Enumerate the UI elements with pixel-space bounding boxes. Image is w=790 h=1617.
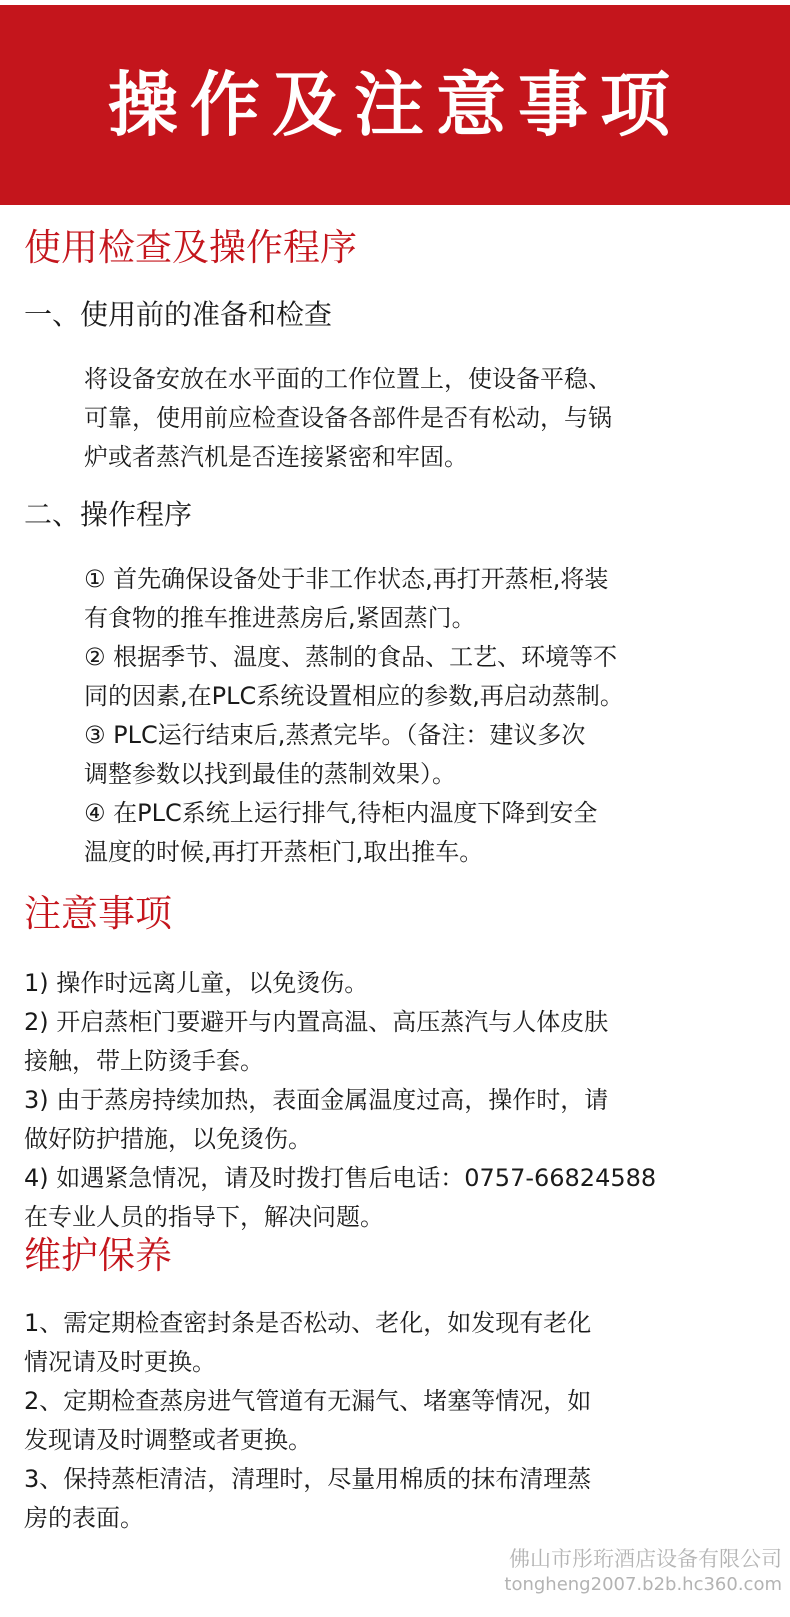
note-line: 3) 由于蒸房持续加热，表面金属温度过高，操作时，请 xyxy=(24,1086,609,1114)
usage-section-heading: 使用检查及操作程序 xyxy=(24,226,357,269)
procedure-line: 温度的时候,再打开蒸柜门,取出推车。 xyxy=(84,838,484,866)
procedure-line: 调整参数以找到最佳的蒸制效果）。 xyxy=(84,760,456,788)
note-line: 接触，带上防烫手套。 xyxy=(24,1047,264,1075)
maintenance-line: 发现请及时调整或者更换。 xyxy=(24,1426,312,1454)
procedure-paragraph xyxy=(84,560,744,872)
procedure-heading: 二、操作程序 xyxy=(24,498,193,531)
note-line: 在专业人员的指导下，解决问题。 xyxy=(24,1203,384,1231)
notes-section-heading: 注意事项 xyxy=(24,892,172,935)
note-line: 4) 如遇紧急情况，请及时拨打售后电话：0757-66824588 xyxy=(24,1164,657,1192)
procedure-line: ③ PLC运行结束后,蒸煮完毕。（备注：建议多次 xyxy=(84,721,586,749)
preparation-heading: 一、使用前的准备和检查 xyxy=(24,298,333,331)
preparation-paragraph xyxy=(84,360,744,477)
maintenance-line: 房的表面。 xyxy=(24,1504,144,1532)
maintenance-line: 情况请及时更换。 xyxy=(24,1348,216,1376)
maintenance-section-heading: 维护保养 xyxy=(24,1234,172,1277)
maintenance-line: 2、定期检查蒸房进气管道有无漏气、堵塞等情况，如 xyxy=(24,1387,592,1415)
procedure-line: ① 首先确保设备处于非工作状态,再打开蒸柜,将装 xyxy=(84,565,609,593)
procedure-line: ④ 在PLC系统上运行排气,待柜内温度下降到安全 xyxy=(84,799,598,827)
procedure-line: ② 根据季节、温度、蒸制的食品、工艺、环境等不 xyxy=(84,643,618,671)
note-line: 做好防护措施，以免烫伤。 xyxy=(24,1125,312,1153)
page-title: 操作及注意事项 xyxy=(108,64,682,146)
paragraph-line: 可靠，使用前应检查设备各部件是否有松动，与锅 xyxy=(84,404,612,432)
footer-company: 佛山市彤珩酒店设备有限公司 xyxy=(509,1547,782,1571)
paragraph-line: 炉或者蒸汽机是否连接紧密和牢固。 xyxy=(84,443,468,471)
maintenance-paragraph xyxy=(24,1304,784,1538)
note-line: 1) 操作时远离儿童，以免烫伤。 xyxy=(24,969,369,997)
paragraph-line: 将设备安放在水平面的工作位置上，使设备平稳、 xyxy=(84,365,612,393)
title-banner xyxy=(0,5,790,205)
notes-paragraph xyxy=(24,964,784,1237)
note-line: 2) 开启蒸柜门要避开与内置高温、高压蒸汽与人体皮肤 xyxy=(24,1008,609,1036)
procedure-line: 有食物的推车推进蒸房后,紧固蒸门。 xyxy=(84,604,476,632)
maintenance-line: 3、保持蒸柜清洁，清理时，尽量用棉质的抹布清理蒸 xyxy=(24,1465,592,1493)
footer-url: tongheng2007.b2b.hc360.com xyxy=(504,1574,782,1595)
procedure-line: 同的因素,在PLC系统设置相应的参数,再启动蒸制。 xyxy=(84,682,624,710)
maintenance-line: 1、需定期检查密封条是否松动、老化，如发现有老化 xyxy=(24,1309,592,1337)
